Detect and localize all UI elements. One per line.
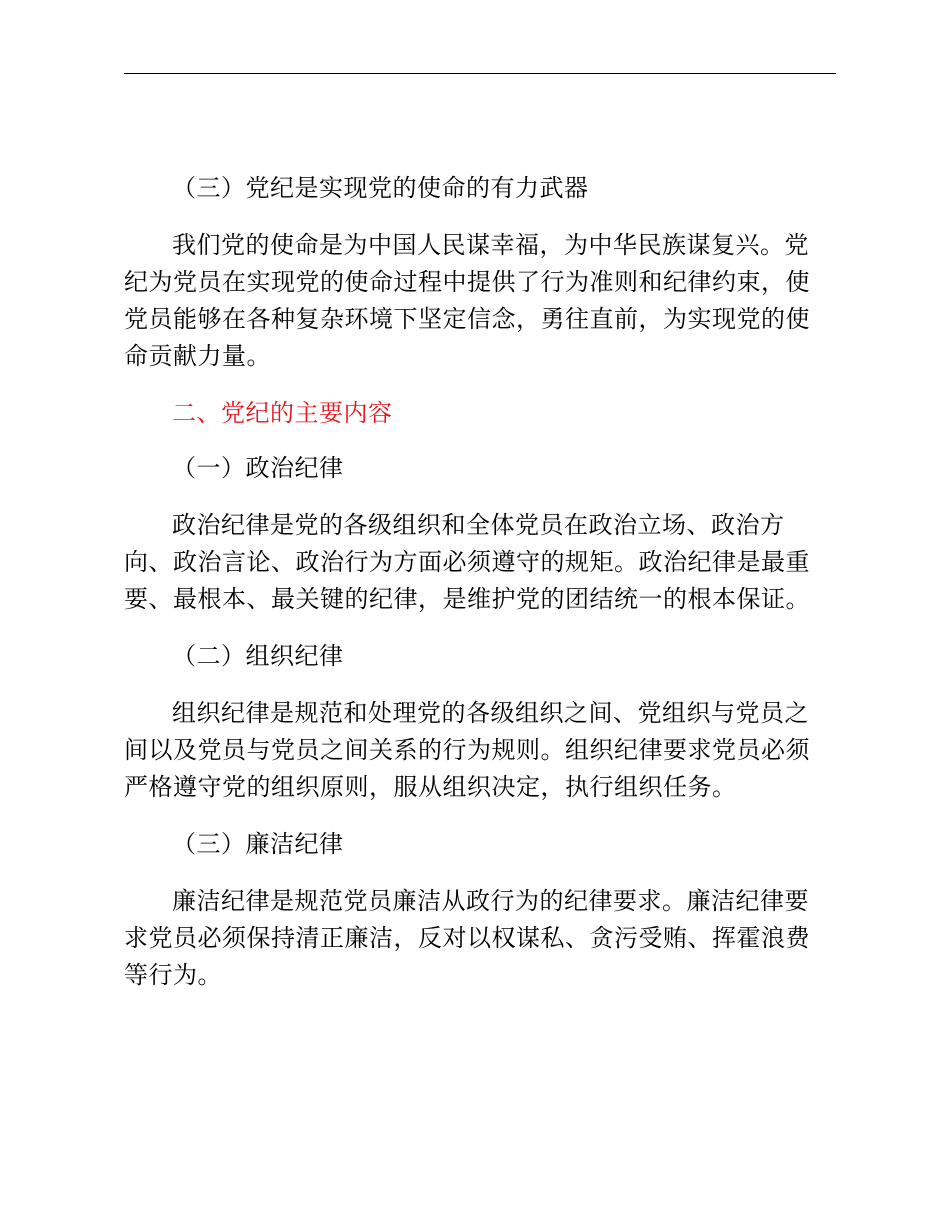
part-2-heading: 二、党纪的主要内容 (172, 399, 393, 427)
paragraph-line: 向、政治言论、政治行为方面必须遵守的规矩。政治纪律是最重 (124, 548, 810, 576)
document-body (124, 170, 836, 994)
paragraph-line: 廉洁纪律是规范党员廉洁从政行为的纪律要求。廉洁纪律要 (172, 887, 809, 915)
subsection-1-paragraph (124, 507, 836, 618)
section-3-paragraph (124, 227, 836, 375)
subsection-1-title: （一）政治纪律 (172, 454, 344, 482)
paragraph-line: 等行为。 (124, 961, 222, 989)
paragraph-line: 政治纪律是党的各级组织和全体党员在政治立场、政治方 (172, 511, 785, 539)
paragraph-line: 组织纪律是规范和处理党的各级组织之间、党组织与党员之 (172, 699, 809, 727)
subsection-3-paragraph (124, 883, 836, 994)
paragraph-line: 党员能够在各种复杂环境下坚定信念，勇往直前，为实现党的使 (124, 305, 810, 333)
section-3-title: （三）党纪是实现党的使命的有力武器 (172, 174, 589, 202)
paragraph-line: 我们党的使命是为中国人民谋幸福，为中华民族谋复兴。党 (172, 231, 809, 259)
subsection-3-title: （三）廉洁纪律 (172, 830, 344, 858)
paragraph-line: 严格遵守党的组织原则，服从组织决定，执行组织任务。 (124, 773, 737, 801)
paragraph-line: 求党员必须保持清正廉洁，反对以权谋私、贪污受贿、挥霍浪费 (124, 924, 810, 952)
subsection-2-paragraph (124, 695, 836, 806)
paragraph-line: 要、最根本、最关键的纪律，是维护党的团结统一的根本保证。 (124, 585, 810, 613)
subsection-2-title: （二）组织纪律 (172, 642, 344, 670)
paragraph-line: 纪为党员在实现党的使命过程中提供了行为准则和纪律约束，使 (124, 268, 810, 296)
header-rule (124, 73, 836, 74)
paragraph-line: 间以及党员与党员之间关系的行为规则。组织纪律要求党员必须 (124, 736, 810, 764)
paragraph-line: 命贡献力量。 (124, 342, 271, 370)
